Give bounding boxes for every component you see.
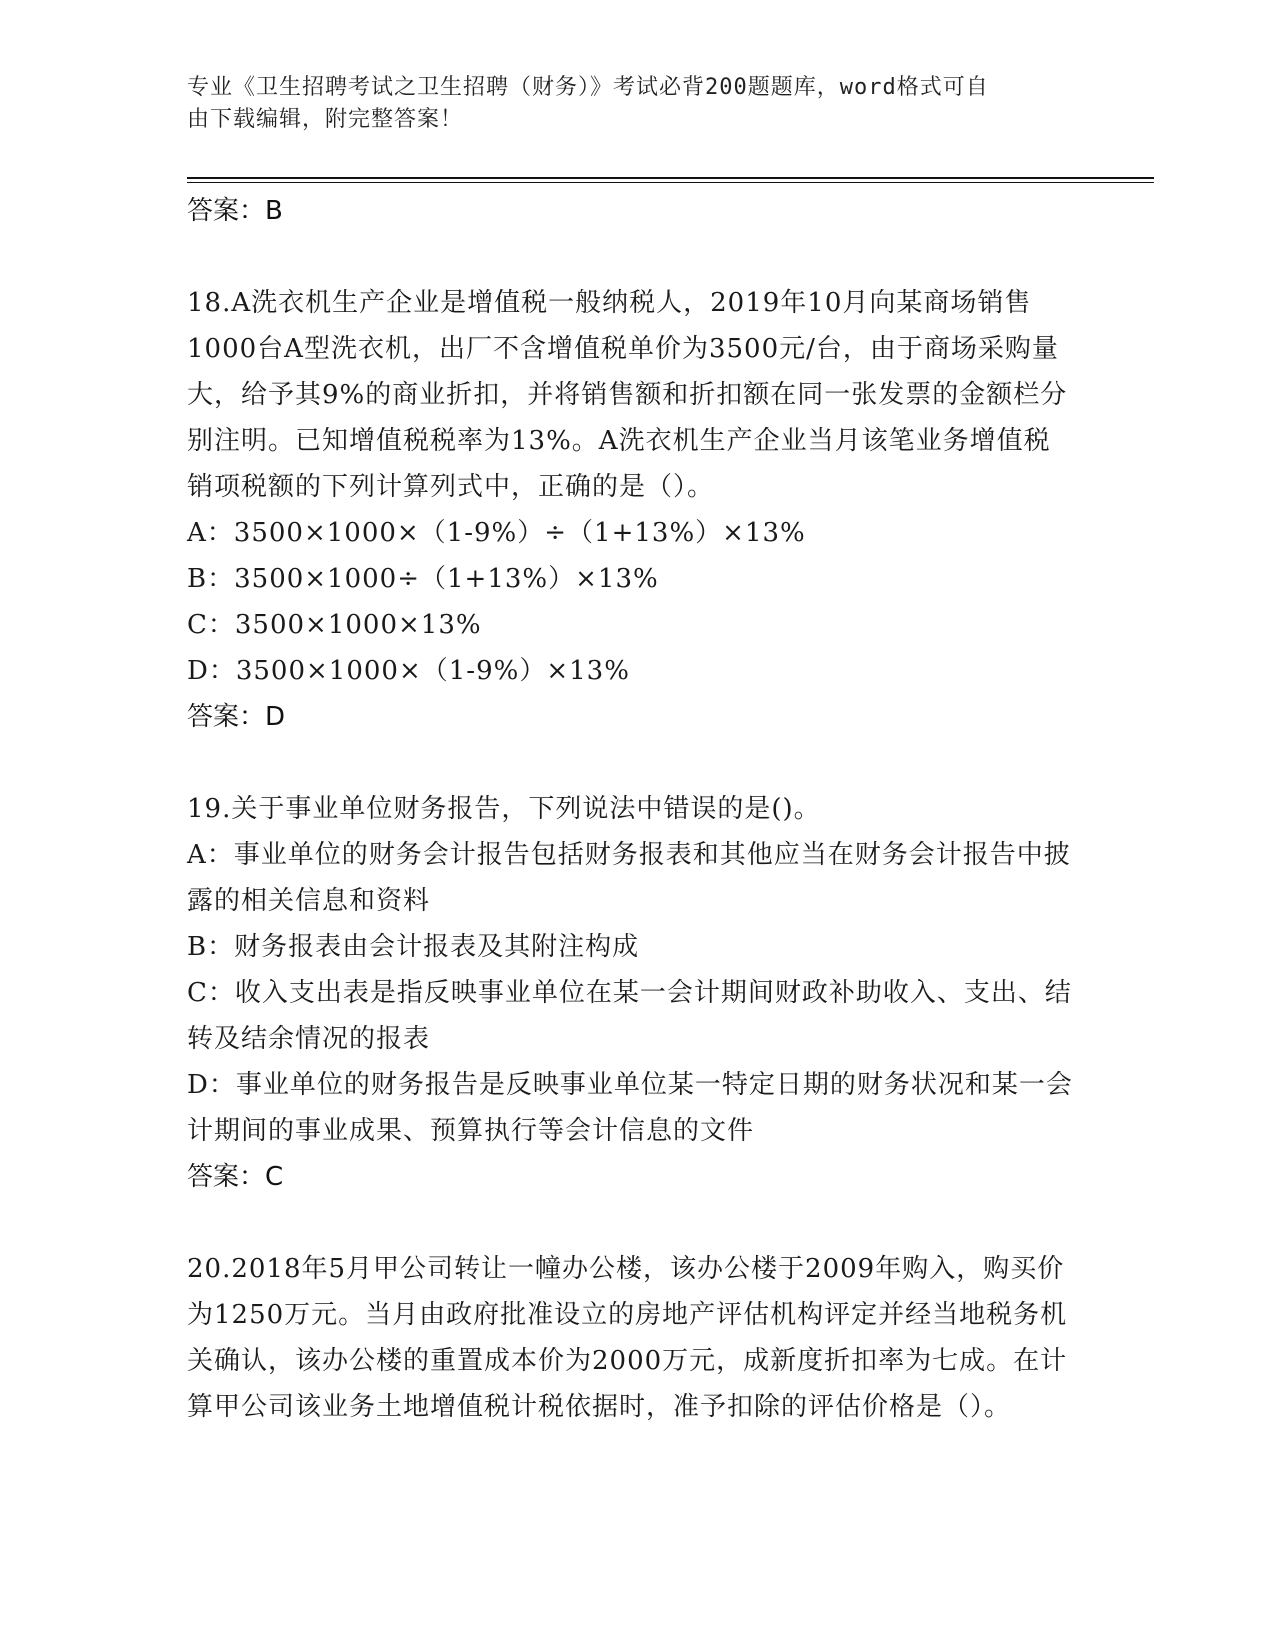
page-header [187,72,1067,136]
spacer [187,234,1077,280]
question-18-option-a: A：3500×1000×（1-9%）÷（1+13%）×13% [187,518,806,548]
question-19-option-d: D：事业单位的财务报告是反映事业单位某一特定日期的财务状况和某一会计期间的事业成果、预算执行等会计信息的文件 [187,1070,1073,1146]
question-19-answer: 答案：C [187,1162,284,1192]
header-rule-thin [187,182,1154,183]
answer-previous: 答案：B [187,196,283,226]
question-18-text: 18.A洗衣机生产企业是增值税一般纳税人，2019年10月向某商场销售1000台A型洗衣机，出厂不含增值税单价为3500元/台，由于商场采购量大，给予其9%的商业折扣，并将销售额和折扣额在同一张发票的金额栏分别注明。已知增值税税率为13%。A洗衣机生产企业当月该笔业务增值税销项税额的下列计算列式中，正确的是（）。 [187,288,1068,502]
header-line-2: 由下载编辑，附完整答案！ [187,107,464,132]
question-20-text: 20.2018年5月甲公司转让一幢办公楼，该办公楼于2009年购入，购买价为1250万元。当月由政府批准设立的房地产评估机构评定并经当地税务机关确认，该办公楼的重置成本价为2000万元，成新度折扣率为七成。在计算甲公司该业务土地增值税计税依据时，准予扣除的评估价格是（）。 [187,1254,1068,1422]
question-18-option-c: C：3500×1000×13% [187,610,482,640]
question-20 [187,1246,1077,1430]
question-18-answer: 答案：D [187,702,286,732]
question-19-option-b: B：财务报表由会计报表及其附注构成 [187,932,640,962]
question-18-option-b: B：3500×1000÷（1+13%）×13% [187,564,659,594]
question-18 [187,280,1077,740]
question-19-option-c: C：收入支出表是指反映事业单位在某一会计期间财政补助收入、支出、结转及结余情况的报表 [187,978,1072,1054]
question-19-option-a: A：事业单位的财务会计报告包括财务报表和其他应当在财务会计报告中披露的相关信息和资料 [187,840,1071,916]
header-rule-thick [187,177,1154,179]
document-body [187,188,1077,1430]
question-19 [187,786,1077,1200]
question-18-option-d: D：3500×1000×（1-9%）×13% [187,656,630,686]
header-line-1: 专业《卫生招聘考试之卫生招聘（财务）》考试必背200题题库，word格式可自 [187,75,989,100]
spacer [187,740,1077,786]
spacer [187,1200,1077,1246]
question-19-text: 19.关于事业单位财务报告，下列说法中错误的是()。 [187,794,821,824]
